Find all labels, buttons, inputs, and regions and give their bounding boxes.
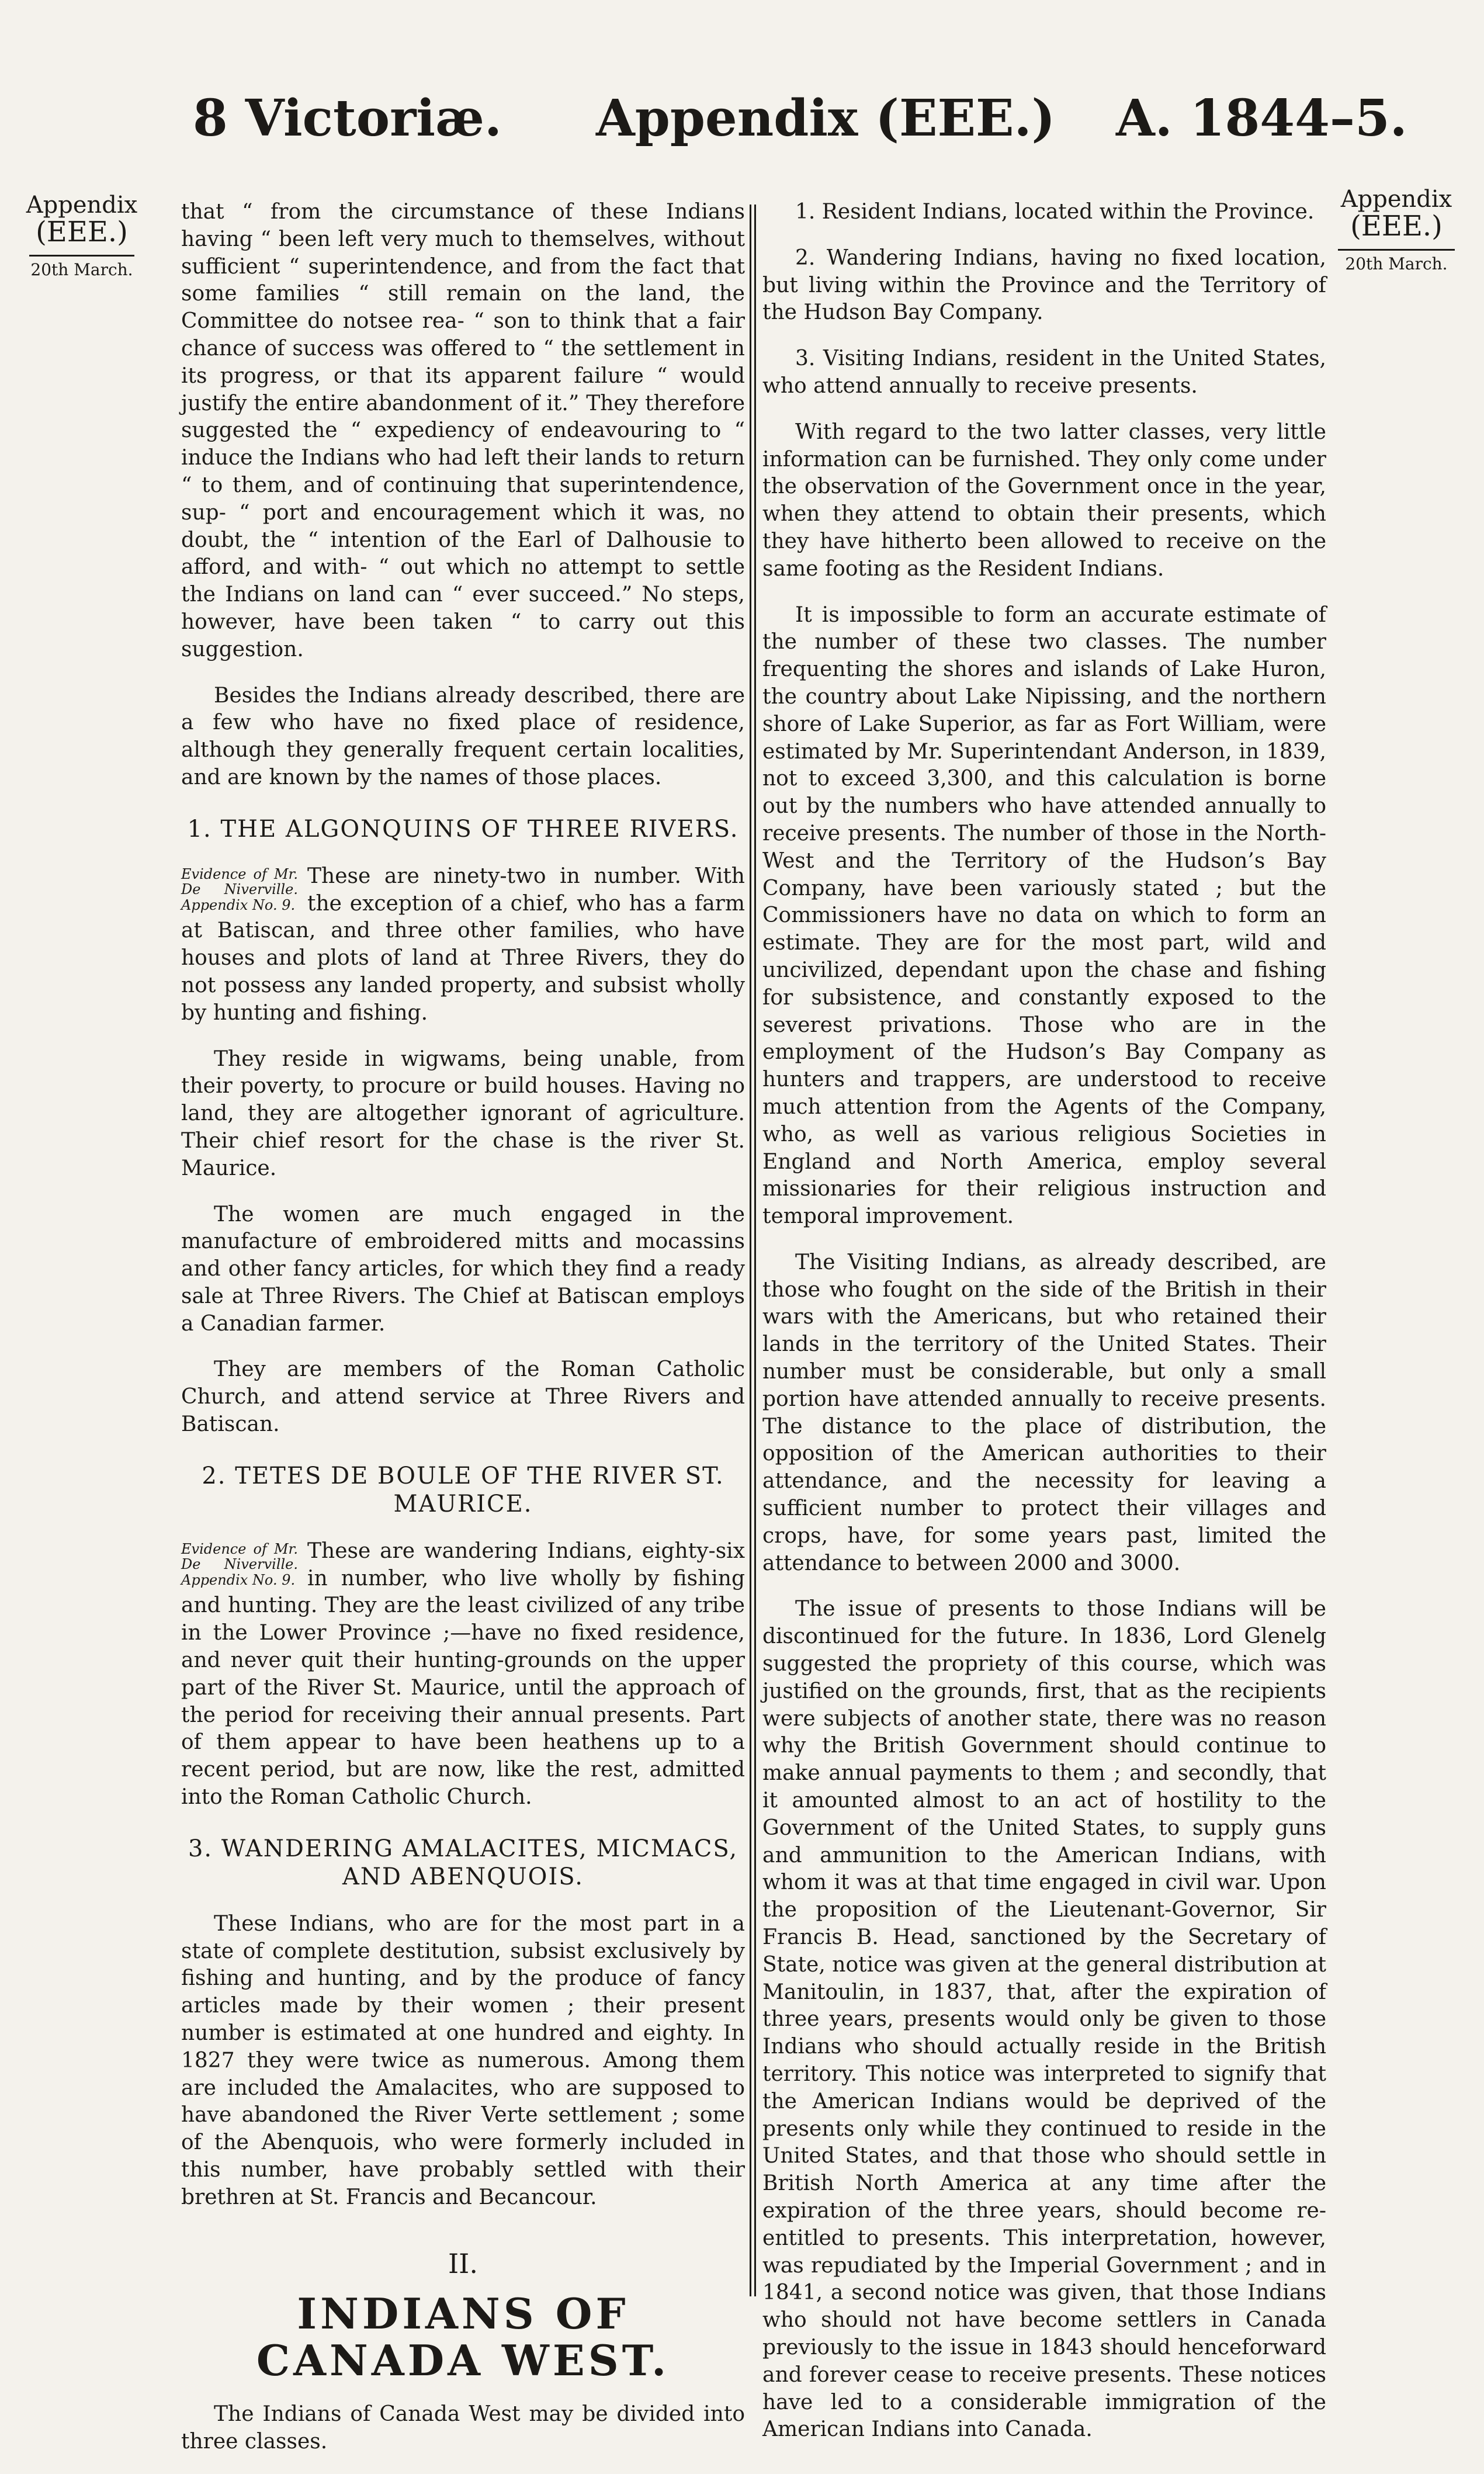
paragraph-text: These are wandering Indians, eighty-six in number, who live wholly by fishing and hunting. They are the least civilized of any tribe in the Lower Province ;—have no fixed residence, and never quit their hunting-grounds on the upper part of the River St. Maurice, until the approach of the period for receiving their annual presents. Part of them appear to have been heathens up to a recent period, but are now, like the rest, admitted into the Roman Catholic Church. <box>181 1539 745 1810</box>
class-list-item: 3. Visiting Indians, resident in the United States, who attend annually to receive presents. <box>762 347 1326 398</box>
margin-appendix-id: (EEE.) <box>36 216 128 248</box>
left-margin-note <box>23 193 140 279</box>
margin-date: 20th March. <box>1345 254 1448 274</box>
paragraph: They are members of the Roman Catholic Church, and attend service at Three Rivers and Batiscan. <box>181 1357 745 1437</box>
section-heading: 1. THE ALGONQUINS OF THREE RIVERS. <box>187 815 739 843</box>
header-session: 8 Victoriæ. <box>193 89 502 148</box>
margin-rule <box>1338 249 1455 251</box>
paragraph-text: These are ninety-two in number. With the exception of a chief, who has a farm at Batiscan, and three other families, who have houses and plots of land at Three Rivers, they do not possess any landed property, and subsist wholly by hunting and fishing. <box>181 864 745 1025</box>
paragraph: The issue of presents to those Indians will be discontinued for the future. In 1836, Lord Glenelg suggested the propriety of this course, which was justified on the grounds, first, that as the recipients were subjects of another state, there was no reason why the British Government should continue to make annual payments to them ; and secondly, that it amounted almost to an act of hostility to the Government of the United States, to supply guns and ammunition to the American Indians, with whom it was at that time engaged in civil war. Upon the proposition of the Lieutenant-Governor, Sir Francis B. Head, sanctioned by the Secretary of State, notice was given at the general distribution at Manitoulin, in 1837, that, after the expiration of three years, presents would only be given to those Indians who should actually reside in the British territory. This notice was interpreted to signify that the American Indians would be deprived of the presents only while they continued to reside in the United States, and that those who should settle in British North America at any time after the expiration of the three years, should become re-entitled to presents. This interpretation, however, was repudiated by the Imperial Government ; and in 1841, a second notice was given, that those Indians who should not have become settlers in Canada previously to the issue in 1843 should henceforward and forever cease to receive presents. These notices have led to a considerable immigration of the American Indians into Canada. <box>762 1597 1326 2442</box>
section-heading: 2. TETES DE BOULE OF THE RIVER ST. MAURICE. <box>202 1462 724 1517</box>
paragraph: They reside in wigwams, being unable, from their poverty, to procure or build houses. Having no land, they are altogether ignorant of agriculture. Their chief resort for the chase is the river St. Maurice. <box>181 1047 745 1180</box>
left-column <box>181 199 745 2474</box>
part-title: INDIANS OF CANADA WEST. <box>256 2289 670 2385</box>
margin-appendix-id: (EEE.) <box>1350 210 1443 242</box>
class-list-item: 1. Resident Indians, located within the Province. <box>795 200 1315 224</box>
right-margin-note <box>1332 187 1461 273</box>
margin-label: Appendix <box>1340 186 1452 213</box>
paragraph: The Indians of Canada West may be divided into three classes. <box>181 2402 745 2454</box>
section-heading: 3. WANDERING AMALACITES, MICMACS, AND ABENQUOIS. <box>188 1835 738 1890</box>
paragraph: The women are much engaged in the manufacture of embroidered mitts and mocassins and other fancy articles, for which they find a ready sale at Three Rivers. The Chief at Batiscan employs a Canadian farmer. <box>181 1202 745 1336</box>
margin-label: Appendix <box>26 192 138 219</box>
margin-rule <box>29 255 134 257</box>
header-appendix: Appendix (EEE.) <box>596 89 1056 148</box>
right-column <box>762 199 1326 2462</box>
evidence-note: Evidence of Mr. De Niverville. Appendix No. 9. <box>181 865 298 913</box>
paragraph <box>181 863 745 1027</box>
paragraph: Besides the Indians already described, there are a few who have no fixed place of residence, although they generally frequent certain localities, and are known by the names of those places. <box>181 683 745 789</box>
paragraph: The Visiting Indians, as already described, are those who fought on the side of the British in their wars with the Americans, but who retained their lands in the territory of the United States. Their number must be considerable, but only a small portion have attended annually to receive presents. The distance to the place of distribution, the opposition of the American authorities to their attendance, and the necessity for leaving a sufficient number to protect their villages and crops, have, for some years past, limited the attendance to between 2000 and 3000. <box>762 1250 1326 1575</box>
class-list-item: 2. Wandering Indians, having no fixed location, but living within the Province and the Territory of the Hudson Bay Company. <box>762 245 1326 325</box>
margin-date: 20th March. <box>30 260 133 280</box>
paragraph: With regard to the two latter classes, very little information can be furnished. They only come under the observation of the Government once in the year, when they attend to obtain their presents, which they have hitherto been allowed to receive on the same footing as the Resident Indians. <box>762 420 1326 581</box>
header-year: A. 1844–5. <box>1116 89 1407 148</box>
column-divider <box>750 205 751 2296</box>
part-number: II. <box>448 2247 478 2279</box>
evidence-note: Evidence of Mr. De Niverville. Appendix No. 9. <box>181 1540 298 1588</box>
paragraph: These Indians, who are for the most part in a state of complete destitution, subsist exclusively by fishing and hunting, and by the produce of fancy articles made by their women ; their present number is estimated at one hundred and eighty. In 1827 they were twice as numerous. Among them are included the Amalacites, who are supposed to have abandoned the River Verte settlement ; some of the Abenquois, who were formerly included in this number, have probably settled with their brethren at St. Francis and Becancour. <box>181 1911 745 2209</box>
paragraph: It is impossible to form an accurate estimate of the number of these two classes. The number frequenting the shores and islands of Lake Huron, the country about Lake Nipissing, and the northern shore of Lake Superior, as far as Fort William, were estimated by Mr. Superintendant Anderson, in 1839, not to exceed 3,300, and this calculation is borne out by the numbers who have attended annually to receive presents. The number of those in the North-West and the Territory of the Hudson’s Bay Company, have been variously stated ; but the Commissioners have no data on which to form an estimate. They are for the most part, wild and uncivilized, dependant upon the chase and fishing for subsistence, and constantly exposed to the severest privations. Those who are in the employment of the Hudson’s Bay Company as hunters and trappers, are understood to receive much attention from the Agents of the Company, who, as well as various religious Societies in England and North America, employ several missionaries for their religious instruction and temporal improvement. <box>762 602 1326 1229</box>
paragraph: that “ from the circumstance of these Indians having “ been left very much to themselves, without sufficient “ superintendence, and from the fact that some families “ still remain on the land, the Committee do notsee rea- “ son to think that a fair chance of success was offered to “ the settlement in its progress, or that its apparent failure “ would justify the entire abandonment of it.” They therefore suggested the “ expediency of endeavouring to “ induce the Indians who had left their lands to return “ to them, and of continuing that superintendence, sup- “ port and encouragement which it was, no doubt, the “ intention of the Earl of Dalhousie to afford, and with- “ out which no attempt to settle the Indians on land can “ ever succeed.” No steps, however, have been taken “ to carry out this suggestion. <box>181 200 745 661</box>
paragraph <box>181 1538 745 1811</box>
